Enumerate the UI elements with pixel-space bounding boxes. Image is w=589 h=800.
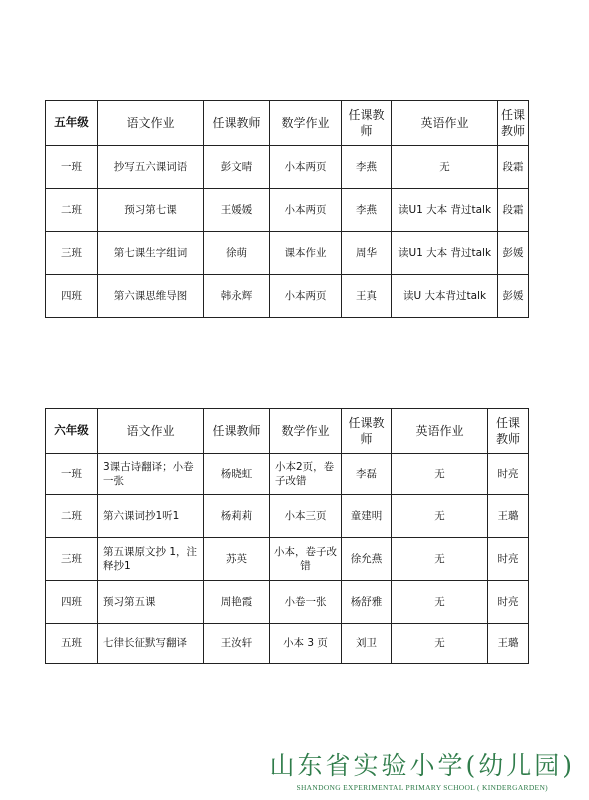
teacher-cell: 彭媛	[498, 232, 529, 275]
english-header: 英语作业	[392, 101, 498, 146]
teacher-cell: 周华	[342, 232, 392, 275]
english-homework-cell: 无	[392, 538, 488, 581]
english-homework-cell: 无	[392, 454, 488, 495]
table-row	[46, 232, 529, 275]
teacher-header: 任课教师	[488, 409, 529, 454]
math-homework-cell: 小本2页，卷子改错	[270, 454, 342, 495]
teacher-cell: 王璐	[488, 624, 529, 664]
class-cell: 三班	[46, 232, 98, 275]
class-cell: 四班	[46, 581, 98, 624]
chinese-homework-cell: 预习第五课	[98, 581, 204, 624]
grade5-homework-table	[45, 100, 529, 318]
math-homework-cell: 小卷一张	[270, 581, 342, 624]
teacher-cell: 李燕	[342, 189, 392, 232]
teacher-cell: 徐萌	[204, 232, 270, 275]
teacher-cell: 段霜	[498, 189, 529, 232]
chinese-homework-cell: 第五课原文抄 1，注释抄1	[98, 538, 204, 581]
teacher-cell: 李磊	[342, 454, 392, 495]
english-homework-cell: 无	[392, 495, 488, 538]
table-row	[46, 189, 529, 232]
math-homework-cell: 小本三页	[270, 495, 342, 538]
math-homework-cell: 小本两页	[270, 275, 342, 318]
chinese-homework-cell: 第七课生字组词	[98, 232, 204, 275]
table-row	[46, 624, 529, 664]
table-row	[46, 538, 529, 581]
table-header-row	[46, 101, 529, 146]
teacher-cell: 刘卫	[342, 624, 392, 664]
chinese-header: 语文作业	[98, 409, 204, 454]
english-homework-cell: 读U1 大本 背过talk	[392, 232, 498, 275]
teacher-cell: 杨舒雅	[342, 581, 392, 624]
teacher-header: 任课教师	[498, 101, 529, 146]
school-footer-logo	[269, 746, 575, 792]
class-cell: 三班	[46, 538, 98, 581]
math-homework-cell: 小本两页	[270, 189, 342, 232]
chinese-homework-cell: 第六课词抄1听1	[98, 495, 204, 538]
teacher-cell: 彭文晴	[204, 146, 270, 189]
teacher-cell: 时亮	[488, 581, 529, 624]
teacher-cell: 李燕	[342, 146, 392, 189]
grade6-homework-table	[45, 408, 529, 664]
teacher-header: 任课教师	[204, 101, 270, 146]
chinese-homework-cell: 3课古诗翻译；小卷一张	[98, 454, 204, 495]
math-homework-cell: 小本，卷子改错	[270, 538, 342, 581]
table-row	[46, 146, 529, 189]
teacher-cell: 王璐	[488, 495, 529, 538]
table-row	[46, 454, 529, 495]
english-homework-cell: 读U 大本背过talk	[392, 275, 498, 318]
teacher-cell: 王真	[342, 275, 392, 318]
chinese-homework-cell: 预习第七课	[98, 189, 204, 232]
teacher-cell: 时亮	[488, 538, 529, 581]
teacher-cell: 彭媛	[498, 275, 529, 318]
teacher-header: 任课教师	[342, 409, 392, 454]
english-header: 英语作业	[392, 409, 488, 454]
teacher-header: 任课教师	[204, 409, 270, 454]
teacher-cell: 徐允燕	[342, 538, 392, 581]
english-homework-cell: 无	[392, 581, 488, 624]
class-cell: 一班	[46, 454, 98, 495]
grade-header: 六年级	[46, 409, 98, 454]
table-header-row	[46, 409, 529, 454]
teacher-cell: 童建明	[342, 495, 392, 538]
teacher-header: 任课教师	[342, 101, 392, 146]
math-homework-cell: 小本 3 页	[270, 624, 342, 664]
chinese-header: 语文作业	[98, 101, 204, 146]
teacher-cell: 时亮	[488, 454, 529, 495]
class-cell: 二班	[46, 189, 98, 232]
chinese-homework-cell: 七律长征默写翻译	[98, 624, 204, 664]
grade-header: 五年级	[46, 101, 98, 146]
english-homework-cell: 无	[392, 146, 498, 189]
math-homework-cell: 小本两页	[270, 146, 342, 189]
teacher-cell: 杨晓虹	[204, 454, 270, 495]
math-homework-cell: 课本作业	[270, 232, 342, 275]
school-name-chinese: 山东省实验小学(幼儿园)	[269, 751, 575, 780]
class-cell: 四班	[46, 275, 98, 318]
class-cell: 五班	[46, 624, 98, 664]
math-header: 数学作业	[270, 409, 342, 454]
teacher-cell: 苏英	[204, 538, 270, 581]
teacher-cell: 杨莉莉	[204, 495, 270, 538]
chinese-homework-cell: 抄写五六课词语	[98, 146, 204, 189]
teacher-cell: 韩永辉	[204, 275, 270, 318]
english-homework-cell: 读U1 大本 背过talk	[392, 189, 498, 232]
teacher-cell: 王媛媛	[204, 189, 270, 232]
table-row	[46, 275, 529, 318]
chinese-homework-cell: 第六课思维导图	[98, 275, 204, 318]
teacher-cell: 周艳霞	[204, 581, 270, 624]
teacher-cell: 段霜	[498, 146, 529, 189]
class-cell: 二班	[46, 495, 98, 538]
teacher-cell: 王汝轩	[204, 624, 270, 664]
table-row	[46, 581, 529, 624]
school-name-english: SHANDONG EXPERIMENTAL PRIMARY SCHOOL ( KINDERGARDEN)	[296, 783, 548, 792]
table-row	[46, 495, 529, 538]
math-header: 数学作业	[270, 101, 342, 146]
english-homework-cell: 无	[392, 624, 488, 664]
class-cell: 一班	[46, 146, 98, 189]
